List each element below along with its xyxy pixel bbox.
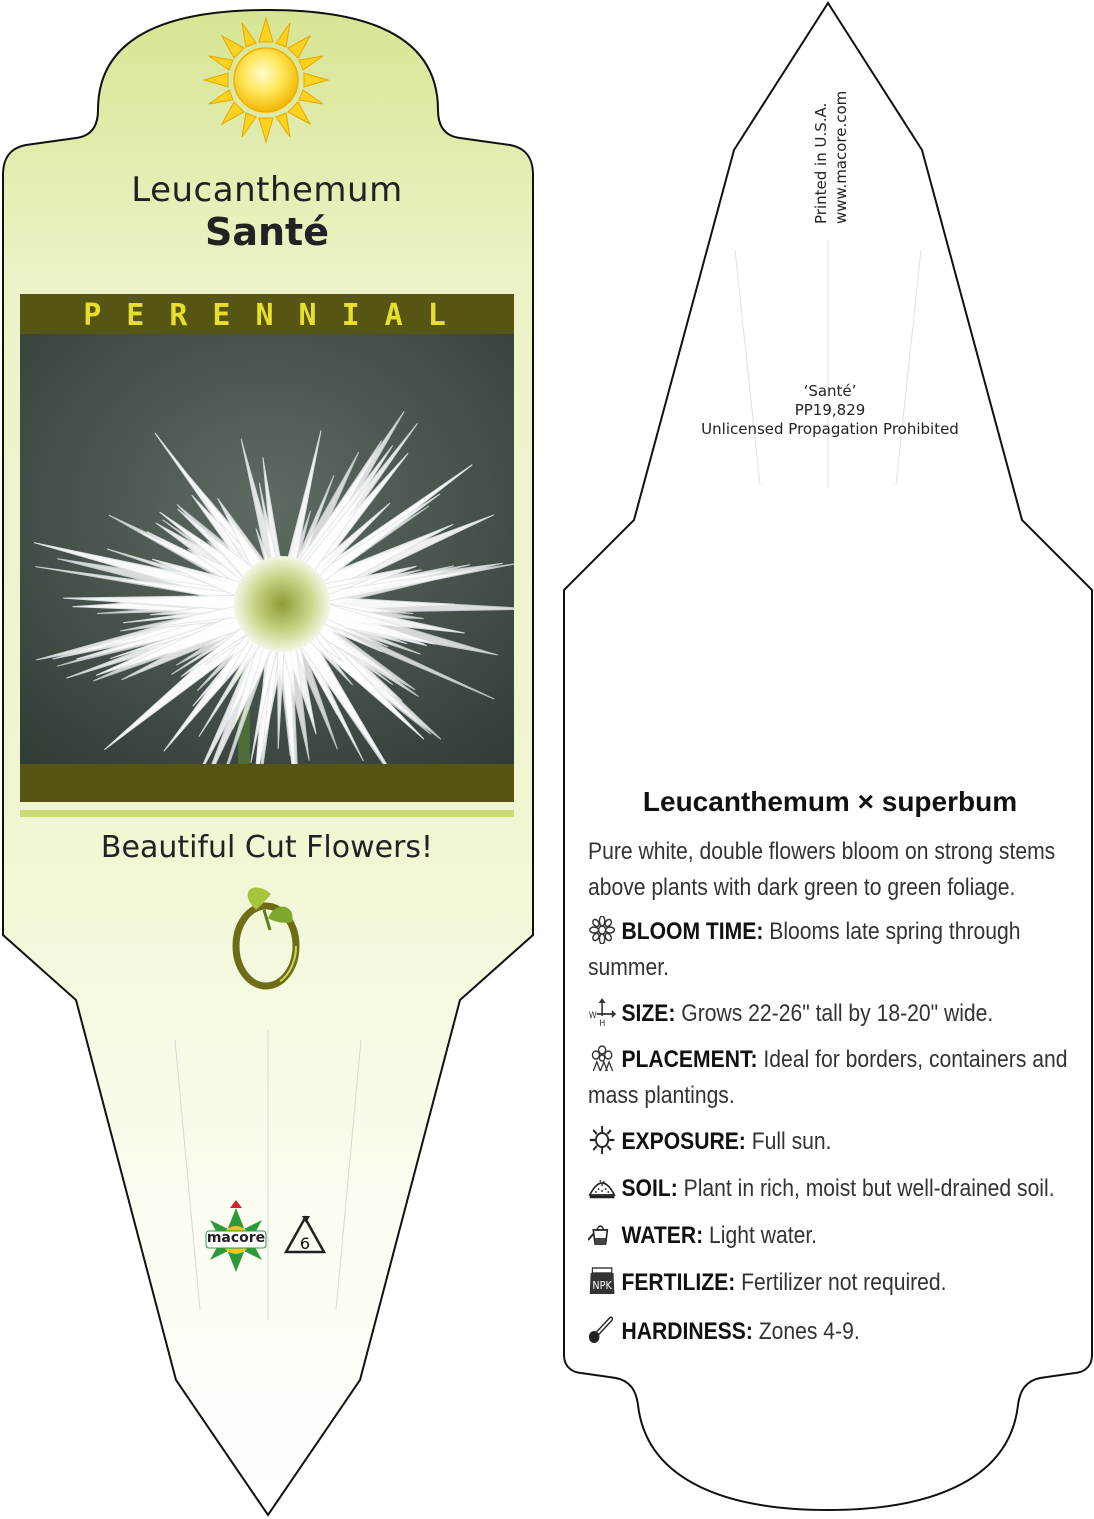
category-label: PERENNIAL	[83, 298, 471, 333]
attr-label: BLOOM TIME:	[621, 918, 764, 945]
attr-hardiness	[588, 1314, 1081, 1350]
attr-value: Zones 4-9.	[758, 1318, 860, 1345]
plant-cultivar: Santé	[204, 210, 329, 254]
brand-name: macore	[206, 1230, 266, 1246]
size-icon	[588, 998, 616, 1026]
scientific-name: Leucanthemum × superbum	[642, 786, 1018, 817]
attr-value: Blooms late spring through summer.	[588, 918, 1021, 981]
accent-stripe	[20, 810, 514, 817]
attr-value: Light water.	[709, 1222, 818, 1249]
watering-can-icon	[588, 1220, 616, 1248]
patent-block	[640, 382, 1020, 439]
plant-description: Pure white, double flowers bloom on strong stems above plants with dark green to green foliage.	[588, 838, 1056, 901]
flower-icon	[588, 916, 616, 944]
attr-soil	[588, 1171, 1081, 1207]
attr-water	[588, 1218, 1081, 1254]
attr-label: SIZE:	[621, 1000, 676, 1027]
attr-label: FERTILIZE:	[621, 1269, 736, 1296]
sun-icon	[204, 18, 328, 142]
printed-info	[800, 60, 850, 250]
attr-label: EXPOSURE:	[621, 1128, 746, 1155]
website: www.macore.com	[832, 90, 850, 224]
recycle-code: 6	[299, 1234, 311, 1253]
npk-label: NPK	[592, 1279, 612, 1293]
patent-notice: Unlicensed Propagation Prohibited	[701, 420, 959, 438]
attr-value: Plant in rich, moist but well-drained soil.	[683, 1175, 1055, 1202]
attr-label: PLACEMENT:	[621, 1046, 758, 1073]
sun-icon	[588, 1126, 616, 1154]
attr-placement	[588, 1042, 1081, 1114]
soil-icon	[588, 1173, 616, 1201]
flower-photo	[20, 334, 514, 764]
attr-size	[588, 996, 1081, 1032]
attr-exposure	[588, 1124, 1081, 1160]
attr-value: Fertilizer not required.	[741, 1269, 947, 1296]
size-icon-w: W	[588, 1009, 597, 1021]
attr-value: Grows 22-26" tall by 18-20" wide.	[681, 1000, 994, 1027]
printed-in: Printed in U.S.A.	[812, 102, 830, 224]
attr-label: HARDINESS:	[621, 1318, 753, 1345]
patent-number: PP19,829	[794, 401, 866, 419]
attr-value: Ideal for borders, containers and mass plantings.	[588, 1046, 1068, 1109]
npk-icon	[588, 1267, 616, 1295]
attr-fertilize	[588, 1265, 1081, 1301]
thermometer-icon	[588, 1316, 616, 1344]
size-icon-h: H	[599, 1017, 606, 1026]
placement-icon	[588, 1044, 616, 1072]
category-band-bottom	[20, 764, 514, 802]
patent-name: ‘Santé’	[803, 382, 857, 400]
attr-label: SOIL:	[621, 1175, 678, 1202]
plant-genus: Leucanthemum	[131, 170, 403, 210]
attr-label: WATER:	[621, 1222, 704, 1249]
attr-value: Full sun.	[751, 1128, 832, 1155]
attr-bloom-time	[588, 914, 1081, 986]
tagline: Beautiful Cut Flowers!	[100, 830, 434, 865]
